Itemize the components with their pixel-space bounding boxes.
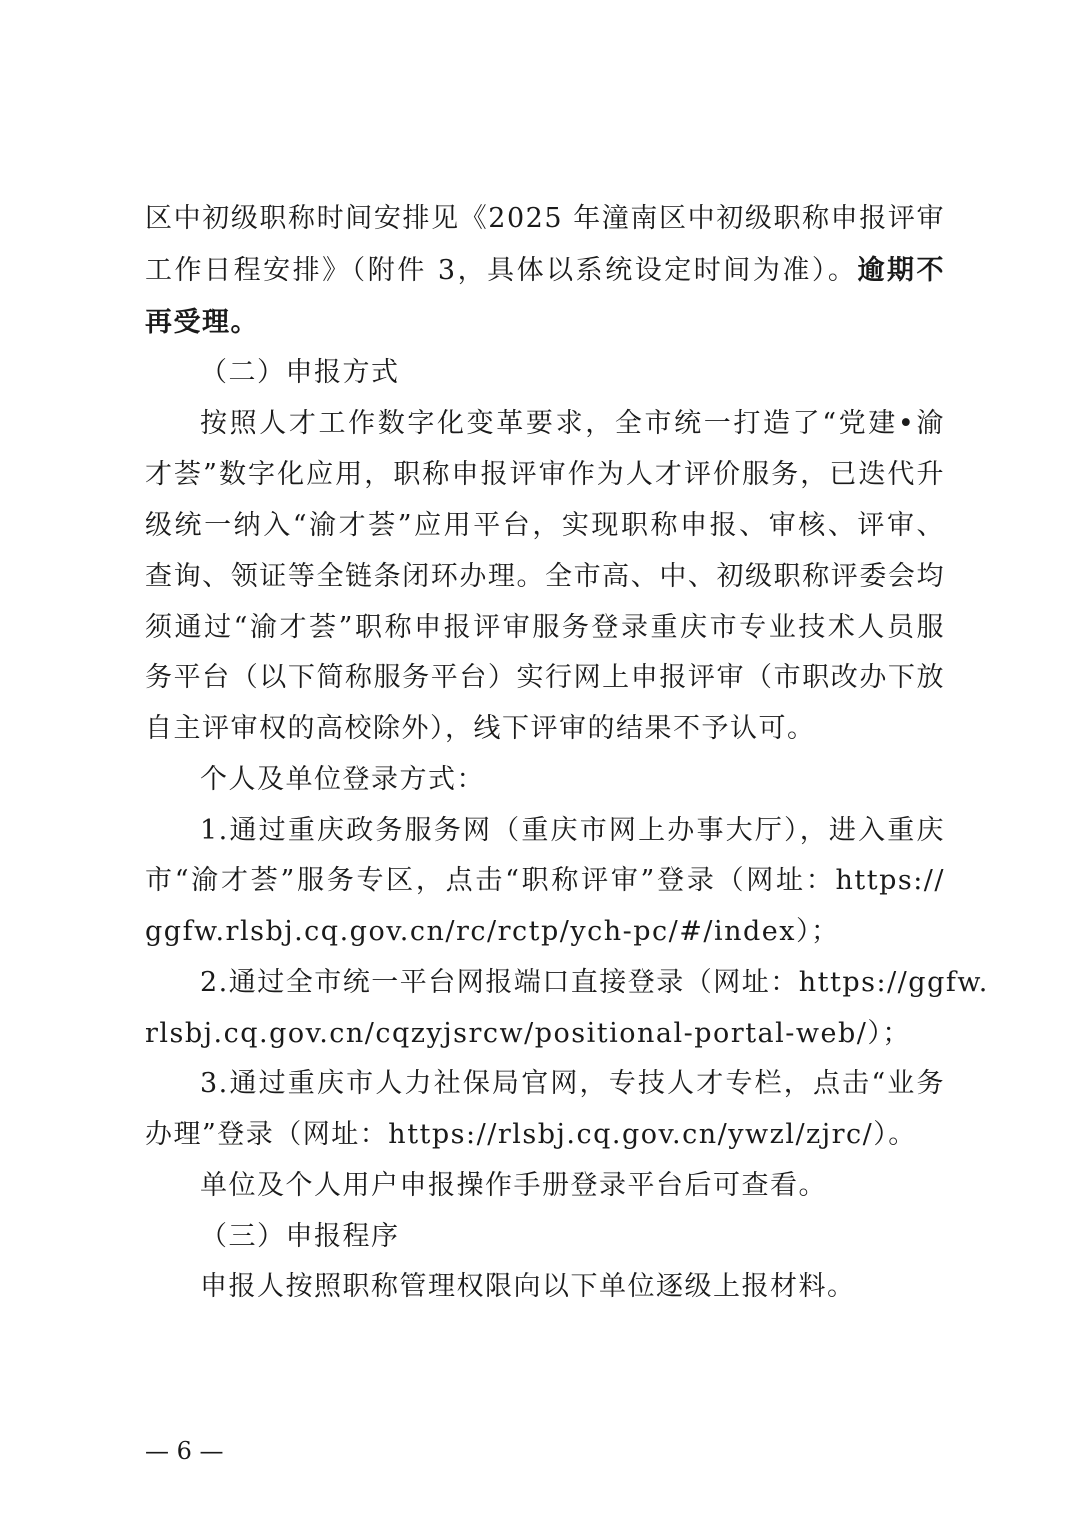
paragraph-line: 办理”登录（网址：https://rlsbj.cq.gov.cn/ywzl/zjrc/）。 xyxy=(145,1119,917,1150)
paragraph-line: 按照人才工作数字化变革要求，全市统一打造了“党建•渝 xyxy=(200,408,945,439)
paragraph-line: 才荟”数字化应用，职称申报评审作为人才评价服务，已迭代升 xyxy=(145,459,945,490)
paragraph-line: 自主评审权的高校除外），线下评审的结果不予认可。 xyxy=(145,713,816,744)
paragraph-line: 申报人按照职称管理权限向以下单位逐级上报材料。 xyxy=(200,1271,856,1302)
emphasis-text: 逾期不 xyxy=(857,255,946,286)
paragraph-line: 市“渝才荟”服务专区，点击“职称评审”登录（网址：https:// xyxy=(145,865,945,896)
paragraph-line: 区中初级职称时间安排见《2025 年潼南区中初级职称申报评审 xyxy=(145,203,945,234)
paragraph-line: 查询、领证等全链条闭环办理。全市高、中、初级职称评委会均 xyxy=(145,561,945,592)
paragraph-line: 级统一纳入“渝才荟”应用平台，实现职称申报、审核、评审、 xyxy=(145,510,945,541)
paragraph-text: 工作日程安排》（附件 3，具体以系统设定时间为准）。 xyxy=(145,255,858,286)
section-heading: （三）申报程序 xyxy=(200,1221,400,1252)
paragraph-line xyxy=(145,254,945,288)
paragraph-line: 须通过“渝才荟”职称申报评审服务登录重庆市专业技术人员服 xyxy=(145,612,945,643)
paragraph-line: 2.通过全市统一平台网报端口直接登录（网址：https://ggfw. xyxy=(200,967,989,998)
page-number: — 6 — xyxy=(145,1437,224,1465)
url-line: ggfw.rlsbj.cq.gov.cn/rc/rctp/ych-pc/#/index）； xyxy=(145,916,840,947)
paragraph-line: 务平台（以下简称服务平台）实行网上申报评审（市职改办下放 xyxy=(145,662,945,693)
paragraph-line: 1.通过重庆政务服务网（重庆市网上办事大厅），进入重庆 xyxy=(200,815,945,846)
section-heading: （二）申报方式 xyxy=(200,357,400,388)
paragraph-line: 3.通过重庆市人力社保局官网，专技人才专栏，点击“业务 xyxy=(200,1068,945,1099)
paragraph-line: 个人及单位登录方式： xyxy=(200,764,485,795)
url-line: rlsbj.cq.gov.cn/cqzyjsrcw/positional-portal-web/）； xyxy=(145,1018,911,1049)
paragraph-line: 单位及个人用户申报操作手册登录平台后可查看。 xyxy=(200,1170,827,1201)
emphasis-line: 再受理。 xyxy=(145,307,259,338)
